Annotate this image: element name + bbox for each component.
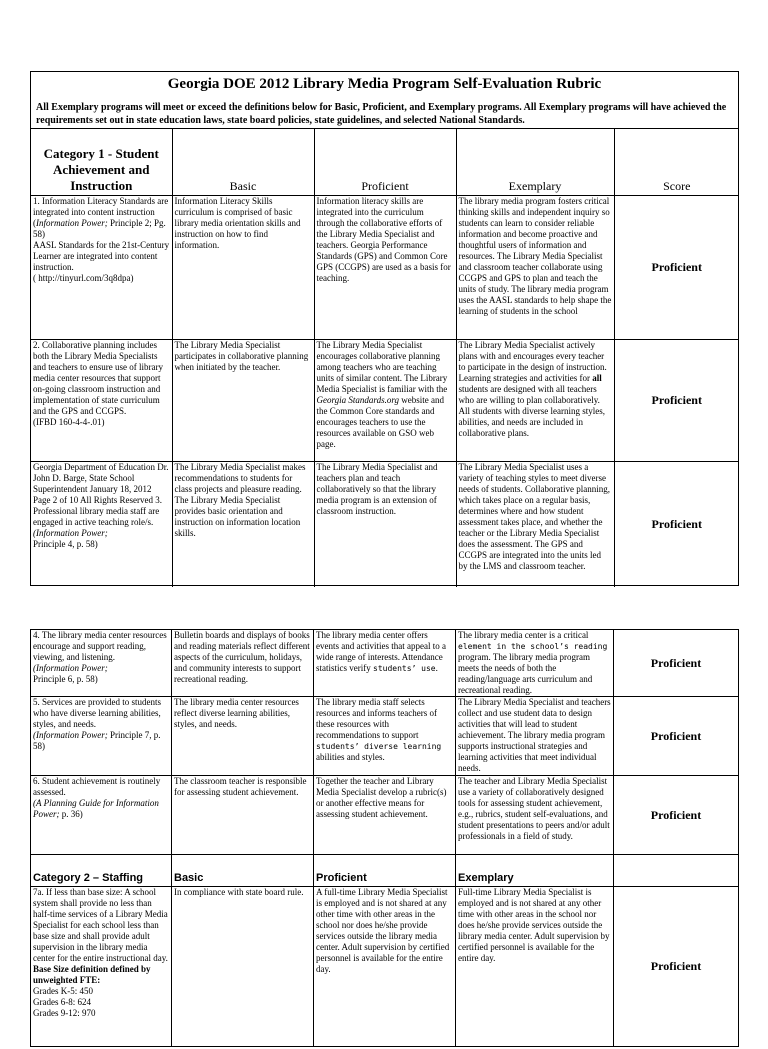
proficient-cell: The library media staff selects resources and informs teachers of these resources with recommendations to support students’ diverse learning abilities and styles. [314, 697, 456, 776]
proficient-cell: A full-time Library Media Specialist is employed and is not shared at any other time with other areas in the school nor does he/she provide services outside the library media center. Adult supervision by certified personnel is available for the entire day. [314, 887, 456, 1047]
proficient-cell: Together the teacher and Library Media Specialist develop a rubric(s) or another effective means for assessing student achievement. [314, 776, 456, 855]
category-1-header-row [31, 129, 739, 195]
exemplary-cell: The library media center is a critical element in the school’s reading program. The library media program meets the needs of both the reading/language arts curriculum and recreational reading. [456, 630, 614, 697]
col-basic-header: Basic [172, 129, 314, 195]
category-1-title: Category 1 - Student Achievement and Instruction [31, 129, 172, 195]
col-basic-header: Basic [172, 855, 314, 887]
score-cell: Proficient [614, 630, 739, 697]
col-score-header [614, 855, 739, 887]
score-cell: Proficient [614, 776, 739, 855]
criterion-cell: Georgia Department of Education Dr. John D. Barge, State School Superintendent January 18, 2012 Page 2 of 10 All Rights Reserved 3. Professional library media staff are engaged in active teaching role/s. (Information Power; Principle 4, p. 58) [31, 461, 172, 587]
col-exemplary-header: Exemplary [456, 855, 614, 887]
criterion-cell: 6. Student achievement is routinely assessed. (A Planning Guide for Information Power; p. 36) [31, 776, 172, 855]
criterion-cell: 2. Collaborative planning includes both the Library Media Specialists and teachers to ensure use of library media center resources that support on-going classroom instruction and implementation of state curriculum and the GPS and CCGPS. (IFBD 160-4-4-.01) [31, 339, 172, 461]
basic-cell: In compliance with state board rule. [172, 887, 314, 1047]
basic-cell: Bulletin boards and displays of books and reading materials reflect different aspects of the curriculum, holidays, and community interests to support recreational reading. [172, 630, 314, 697]
col-proficient-header: Proficient [314, 855, 456, 887]
criterion-cell: 7a. If less than base size: A school system shall provide no less than half-time services of a Library Media Specialist for each school less than base size and shall provide adult supervision in the library media center for the entire instructional day. Base Size definition defined by unweighted FTE: Grades K-5: 450 Grades 6-8: 624 Grades 9-12: 970 [31, 887, 172, 1047]
exemplary-cell: Full-time Library Media Specialist is employed and is not shared at any other time with other areas in the school nor does he/she provide services outside the library media center. Adult supervision by certified personnel is available for the entire day. [456, 887, 614, 1047]
criterion-cell: 4. The library media center resources encourage and support reading, viewing, and listening. (Information Power; Principle 6, p. 58) [31, 630, 172, 697]
criterion-cell: 1. Information Literacy Standards are integrated into content instruction (Information Power; Principle 2; Pg. 58) AASL Standards for the 21st-Century Learner are integrated into content instruction. ( http://tinyurl.com/3q8dpa) [31, 195, 172, 339]
page-title: Georgia DOE 2012 Library Media Program Self-Evaluation Rubric [167, 76, 602, 92]
basic-cell: Information Literacy Skills curriculum is comprised of basic library media orientation skills and instruction on how to find information. [172, 195, 314, 339]
score-cell: Proficient [614, 461, 739, 587]
table-row [31, 339, 739, 461]
table-row [31, 630, 739, 697]
exemplary-cell: The Library Media Specialist uses a variety of teaching styles to meet diverse needs of students. Collaborative planning, which takes place on a regular basis, determines where and how student assessment takes place, and whether the teacher or the Library Media Specialist does the assessment. The GPS and CCGPS are integrated into the units led by the LMS and classroom teacher. [456, 461, 614, 587]
score-cell: Proficient [614, 195, 739, 339]
score-cell: Proficient [614, 887, 739, 1047]
rubric-page-section-1 [30, 71, 739, 586]
category-1-continued-table [30, 629, 739, 1047]
proficient-cell: The library media center offers events and activities that appeal to a wide range of interests. Attendance statistics verify students’ use. [314, 630, 456, 697]
category-2-header-row [31, 855, 739, 887]
category-2-title: Category 2 – Staffing [31, 855, 172, 887]
rubric-header [31, 72, 738, 129]
basic-cell: The Library Media Specialist participates in collaborative planning when initiated by the teacher. [172, 339, 314, 461]
exemplary-cell: The Library Media Specialist actively plans with and encourages every teacher to participate in the design of instruction. Learning strategies and activities for all students are designed with all teachers who are willing to plan collaboratively. All students with diverse learning styles, abilities, and needs are included in collaborative plans. [456, 339, 614, 461]
table-row [31, 697, 739, 776]
table-row [31, 776, 739, 855]
category-1-table [31, 129, 739, 587]
col-score-header: Score [614, 129, 739, 195]
basic-cell: The Library Media Specialist makes recommendations to students for class projects and pleasure reading. The Library Media Specialist provides basic orientation and instruction on information location skills. [172, 461, 314, 587]
rubric-page-section-2 [30, 629, 739, 1049]
criterion-cell: 5. Services are provided to students who have diverse learning abilities, styles, and needs. (Information Power; Principle 7, p. 58) [31, 697, 172, 776]
table-row [31, 887, 739, 1047]
basic-cell: The library media center resources reflect diverse learning abilities, styles, and needs. [172, 697, 314, 776]
col-proficient-header: Proficient [314, 129, 456, 195]
proficient-cell: Information literacy skills are integrated into the curriculum through the collaborative efforts of the Library Media Specialist and teachers. Georgia Performance Standards (GPS) and Common Core GPS (CCGPS) are used as a basis for teaching. [314, 195, 456, 339]
proficient-cell: The Library Media Specialist encourages collaborative planning among teachers who are teaching units of similar content. The Library Media Specialist is familiar with the Georgia Standards.org website and the Common Core standards and encourages teachers to use the resources available on GSO web page. [314, 339, 456, 461]
exemplary-cell: The Library Media Specialist and teachers collect and use student data to design activities that will lead to student achievement. The library media program supports instructional strategies and learning activities that meet individual needs. [456, 697, 614, 776]
score-cell: Proficient [614, 697, 739, 776]
intro-text: All Exemplary programs will meet or exceed the definitions below for Basic, Proficient, and Exemplary programs. All Exemplary programs will have achieved the requirements set out in state education laws, state board policies, state guidelines, and selected National Standards. [36, 102, 727, 126]
exemplary-cell: The library media program fosters critical thinking skills and independent inquiry so students can learn to consider reliable information and become proactive and thoughtful users of information and resources. The Library Media Specialist and classroom teacher collaborate using CCGPS and GPS to plan and teach the units of study. The library media program uses the AASL standards to help shape the learning of students in the school [456, 195, 614, 339]
col-exemplary-header: Exemplary [456, 129, 614, 195]
exemplary-cell: The teacher and Library Media Specialist use a variety of collaboratively designed tools for assessing student achievement, e.g., rubrics, student self-evaluations, and student presentations to peers and/or adult professionals in a field of study. [456, 776, 614, 855]
score-cell: Proficient [614, 339, 739, 461]
basic-cell: The classroom teacher is responsible for assessing student achievement. [172, 776, 314, 855]
proficient-cell: The Library Media Specialist and teachers plan and teach collaboratively so that the library media program is an extension of classroom instruction. [314, 461, 456, 587]
table-row [31, 195, 739, 339]
table-row [31, 461, 739, 587]
